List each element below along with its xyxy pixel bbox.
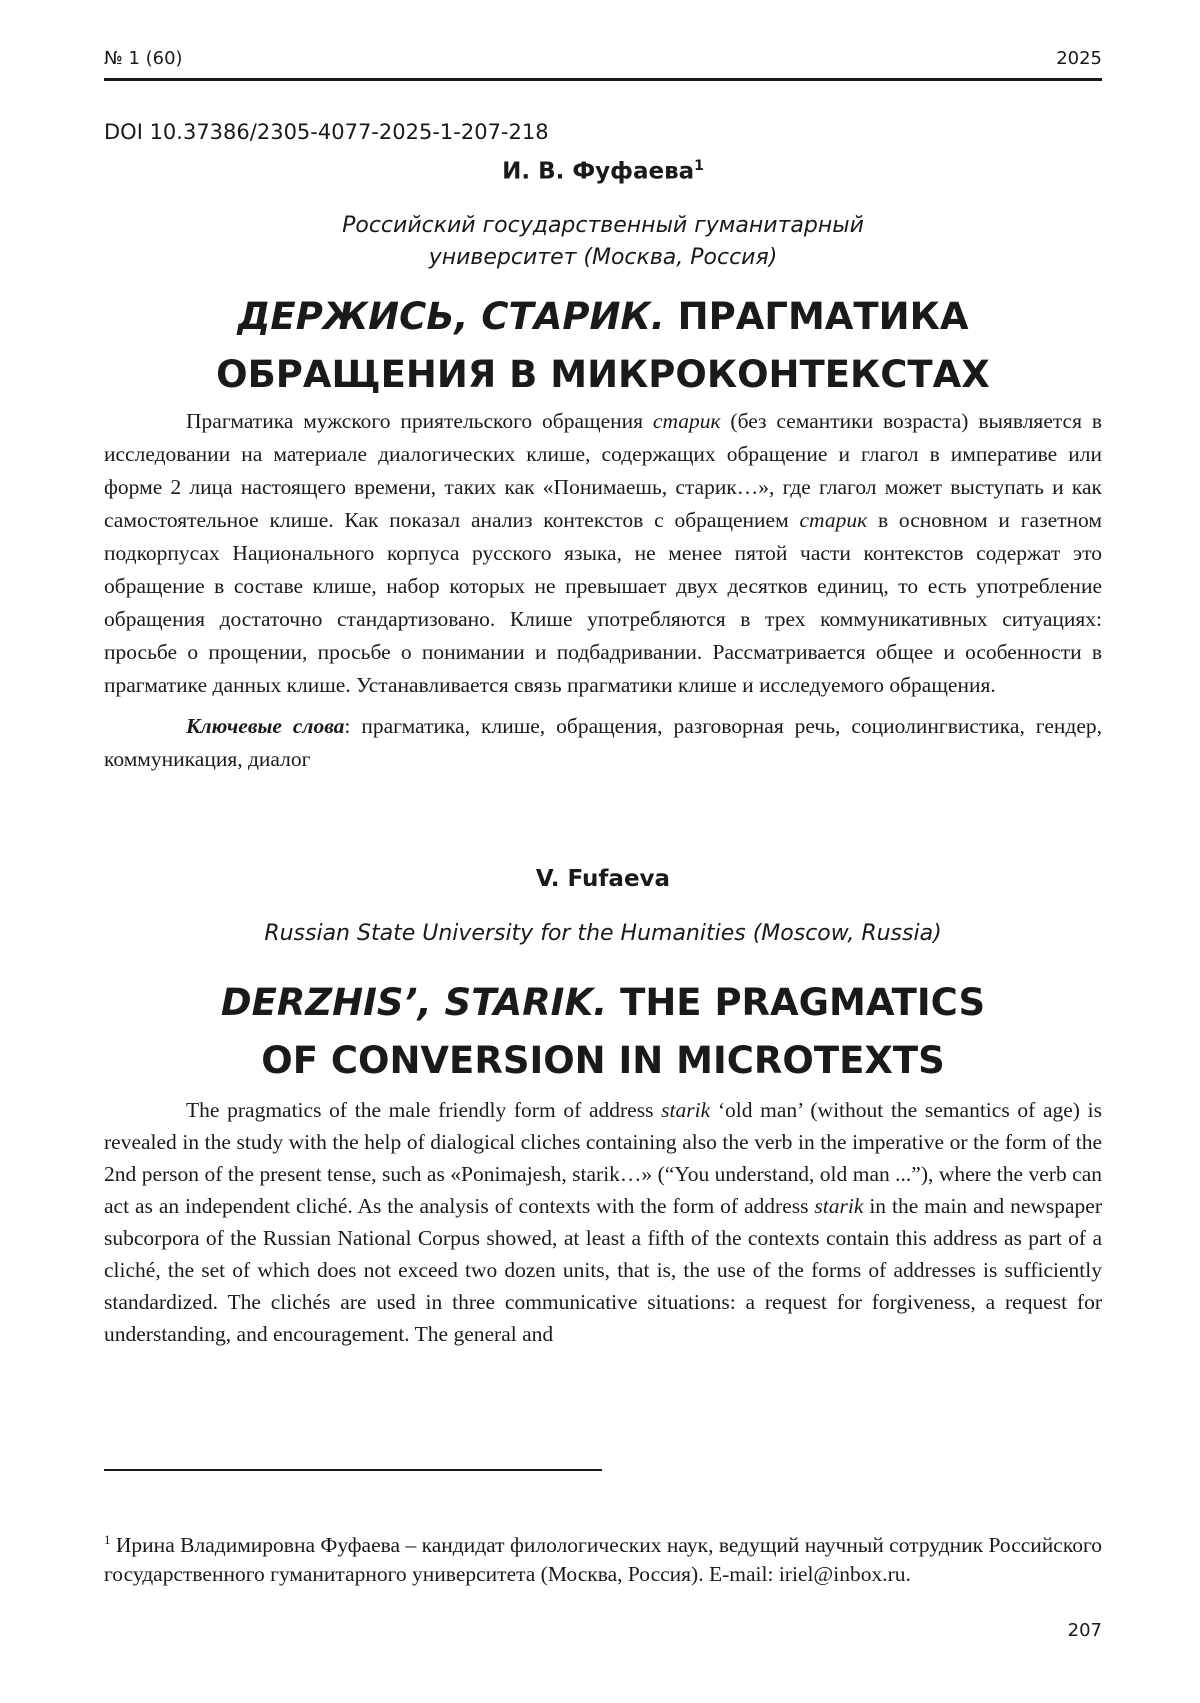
keywords-ru [104, 710, 1102, 776]
affiliation-ru-line2: университет (Москва, Россия) [428, 245, 778, 270]
abstract-en-part-b: ‘old man’ (without the semantics of age) is revealed in the study with the help of dialogical cliches containing also the verb in the imperative or the form of the 2nd person of the present tense, such as «Ponimajesh, starik…» (“You understand, old man ...”), where the verb can act as an independent cliché. As the analysis of contexts with the form of address [104, 1098, 1102, 1218]
title-en-line2: OF CONVERSION IN MICROTEXTS [261, 1039, 945, 1082]
author-name-en: V. Fufaeva [535, 866, 671, 892]
abstract-en [104, 1094, 1102, 1350]
footnote-marker: 1 [104, 1532, 111, 1547]
title-ru-rest: ПРАГМАТИКА [677, 295, 969, 338]
running-header [104, 48, 1102, 78]
title-ru-line1 [104, 288, 1102, 346]
abstract-en-term-2: starik [814, 1194, 864, 1218]
abstract-ru-part-a: Прагматика мужского приятельского обращения [186, 409, 653, 433]
title-ru-italic: ДЕРЖИСЬ, СТАРИК. [237, 295, 665, 338]
abstract-en-part-c: in the main and newspaper subcorpora of the Russian National Corpus showed, at least a fifth of the contexts contain this address as part of a cliché, the set of which does not exceed two dozen units, that is, the use of the forms of addresses is sufficiently standardized. The clichés are used in three communicative situations: a request for forgiveness, a request for understanding, and encouragement. The general and [104, 1194, 1102, 1346]
abstract-ru-term-1: старик [652, 409, 721, 433]
title-en-rest: THE PRAGMATICS [620, 981, 986, 1024]
doi-line[interactable]: DOI 10.37386/2305-4077-2025-1-207-218 [104, 120, 549, 144]
title-en-italic: DERZHIS’, STARIK. [220, 981, 608, 1024]
affiliation-ru-line1: Российский государственный гуманитарный [342, 213, 864, 238]
abstract-en-paragraph [104, 1094, 1102, 1350]
title-en-line1 [104, 974, 1102, 1032]
title-ru-line2: ОБРАЩЕНИЯ В МИКРОКОНТЕКСТАХ [216, 353, 990, 396]
keywords-list: : прагматика, клише, обращения, разговорная речь, социолингвистика, гендер, коммуникация, диалог [104, 714, 1102, 771]
abstract-ru-part-c: в основном и газетном подкорпусах Национального корпуса русского языка, не менее пятой части контекстов содержат это обращение в составе клише, набор которых не превышает двух десятков единиц, то есть употребление обращения достаточно стандартизовано. Клише употребляются в трех коммуникативных ситуациях: просьбе о прощении, просьбе о понимании и подбадривании. Рассматривается общее и особенности в прагматике данных клише. Устанавливается связь прагматики клише и исследуемого обращения. [104, 508, 1102, 697]
keywords-label: Ключевые слова [186, 714, 345, 738]
footnote [104, 1525, 1102, 1589]
abstract-en-term-1: starik [661, 1098, 711, 1122]
abstract-ru-part-b: (без семантики возраста) выявляется в исследовании на материале диалогических клише, содержащих обращение и глагол в императиве или форме 2 лица настоящего времени, таких как «Понимаешь, старик…», где глагол может выступать и как самостоятельное клише. Как показал анализ контекстов с обращением [104, 409, 1102, 532]
author-name-ru [104, 158, 1102, 185]
abstract-en-part-a: The pragmatics of the male friendly form of address [186, 1098, 662, 1122]
article-title-en [104, 974, 1102, 1090]
article-title-ru [104, 288, 1102, 404]
header-divider [104, 78, 1102, 81]
affiliation-ru [104, 210, 1102, 274]
abstract-ru [104, 405, 1102, 776]
issue-number: № 1 (60) [104, 48, 183, 69]
abstract-ru-paragraph [104, 405, 1102, 702]
affiliation-en: Russian State University for the Humanities (Moscow, Russia) [264, 921, 942, 946]
footnote-divider [104, 1469, 602, 1471]
author-name-ru-text: И. В. Фуфаева [502, 158, 695, 185]
issue-year: 2025 [1056, 48, 1102, 69]
page-number: 207 [1067, 1620, 1102, 1641]
abstract-ru-term-2: старик [799, 508, 868, 532]
footnote-text: Ирина Владимировна Фуфаева – кандидат филологических наук, ведущий научный сотрудник Российского государственного гуманитарного университета (Москва, Россия). E-mail: iriel@inbox.ru. [104, 1533, 1102, 1587]
footnote-ref[interactable]: 1 [694, 158, 704, 174]
